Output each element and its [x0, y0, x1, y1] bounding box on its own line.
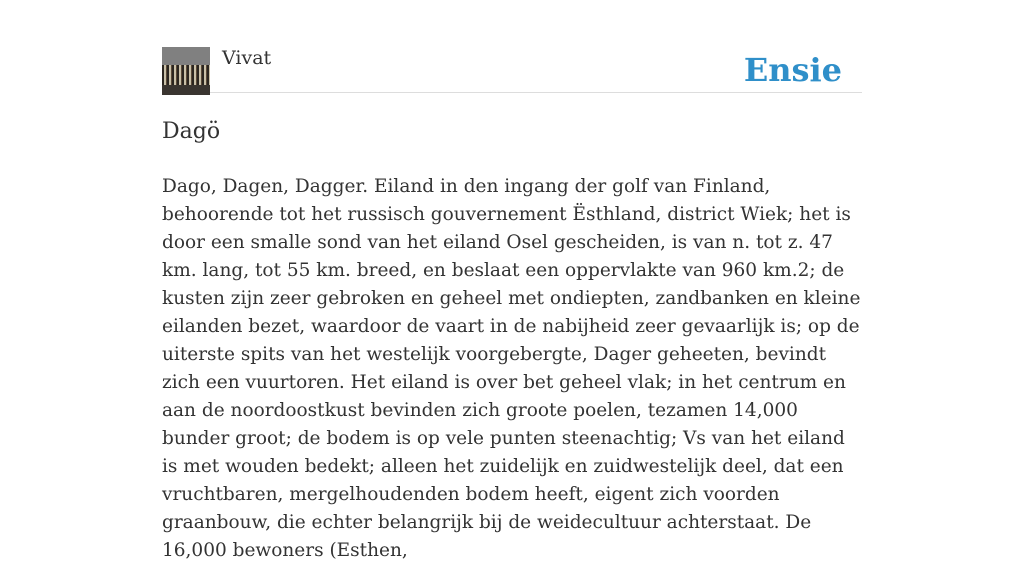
page-title: Dagö	[162, 119, 221, 144]
avatar-shelf	[162, 85, 210, 95]
avatar-background	[162, 47, 210, 67]
header	[162, 0, 862, 93]
page-container	[162, 0, 862, 565]
ensie-logo-link[interactable]: Ensie	[743, 51, 842, 89]
user-name[interactable]: Vivat	[222, 47, 272, 69]
bookshelf-avatar-icon	[162, 65, 210, 85]
avatar[interactable]	[162, 47, 210, 95]
article-body: Dago, Dagen, Dagger. Eiland in den ingang der golf van Finland, behoorende tot het russisch gouvernement Ësthland, district Wiek; het is door een smalle sond van het eiland Osel gescheiden, is van n. tot z. 47 km. lang, tot 55 km. breed, en beslaat een oppervlakte van 960 km.2; de kusten zijn zeer gebroken en geheel met ondiepten, zandbanken en kleine eilanden bezet, waardoor de vaart in de nabijheid zeer gevaarlijk is; op de uiterste spits van het westelijk voorgebergte, Dager geheeten, bevindt zich een vuurtoren. Het eiland is over bet geheel vlak; in het centrum en aan de noordoostkust bevinden zich groote poelen, tezamen 14,000 bunder groot; de bodem is op vele punten steenachtig; Vs van het eiland is met wouden bedekt; alleen het zuidelijk en zuidwestelijk deel, dat een vruchtbaren, mergelhoudenden bodem heeft, eigent zich voorden graanbouw, die echter belangrijk bij de weidecultuur achterstaat. De 16,000 bewoners (Esthen,	[162, 176, 861, 561]
